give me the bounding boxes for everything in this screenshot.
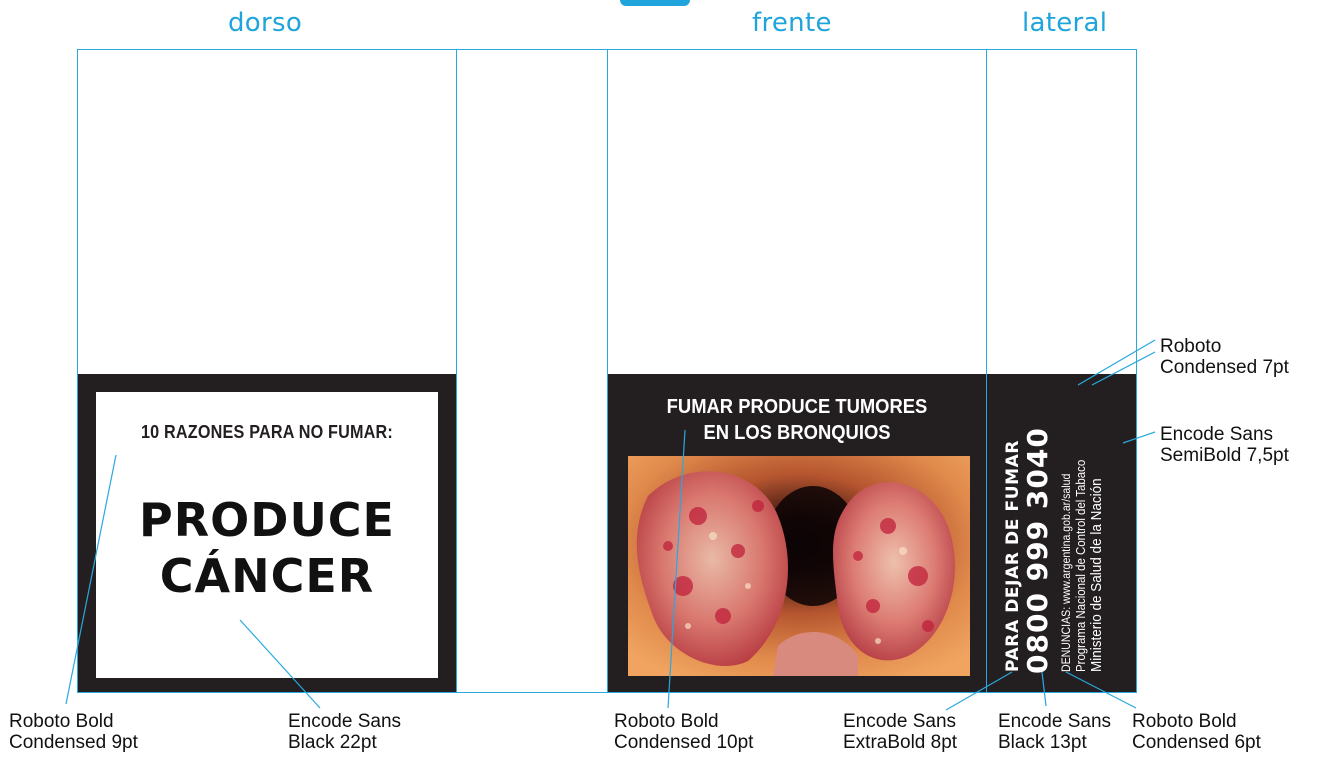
dorso-headline: 10 RAZONES PARA NO FUMAR: <box>140 422 393 442</box>
dorso-main-line1: PRODUCE <box>139 493 395 547</box>
callout-encode-semibold-75: Encode Sans SemiBold 7,5pt <box>1160 424 1289 466</box>
callout-encode-black-22: Encode Sans Black 22pt <box>288 711 402 753</box>
leader-roboto-bold-9 <box>66 455 116 704</box>
section-label-dorso: dorso <box>228 8 303 38</box>
callout-roboto-bold-6: Roboto Bold Condensed 6pt <box>1132 711 1261 753</box>
lateral-ministerio: Ministerio de Salud de la Nación <box>1088 478 1105 672</box>
frente-title-line2: EN LOS BRONQUIOS <box>703 422 891 444</box>
callout-roboto-bold-10: Roboto Bold Condensed 10pt <box>614 711 754 753</box>
lateral-denuncias: DENUNCIAS: www.argentina.gob.ar/salud <box>1059 473 1073 672</box>
lateral-phone: 0800 999 3040 <box>1021 427 1054 674</box>
frente-title-line1: FUMAR PRODUCE TUMORES <box>666 396 928 418</box>
lateral-programa: Programa Nacional de Control del Tabaco <box>1073 459 1088 672</box>
callout-encode-black-13: Encode Sans Black 13pt <box>998 711 1112 753</box>
leader-encode-black-22 <box>240 620 320 708</box>
leader-roboto-bold-6 <box>1066 672 1136 708</box>
leader-roboto-cond-7a <box>1078 340 1155 385</box>
leader-encode-semibold-75 <box>1123 432 1155 443</box>
callout-roboto-bold-9: Roboto Bold Condensed 9pt <box>9 711 138 753</box>
leader-roboto-cond-7b <box>1092 352 1155 385</box>
leader-encode-black-13 <box>1042 672 1046 706</box>
lateral-line1: PARA DEJAR DE FUMAR <box>1003 439 1023 672</box>
dorso-main-line2: CÁNCER <box>159 549 375 603</box>
section-label-lateral: lateral <box>1022 8 1108 38</box>
section-label-frente: frente <box>752 8 832 38</box>
callout-encode-extrabold-8: Encode Sans ExtraBold 8pt <box>843 711 958 753</box>
leader-roboto-bold-10 <box>668 430 685 708</box>
leader-encode-extrabold-8 <box>946 672 1012 710</box>
callout-roboto-cond-7: Roboto Condensed 7pt <box>1160 336 1289 378</box>
